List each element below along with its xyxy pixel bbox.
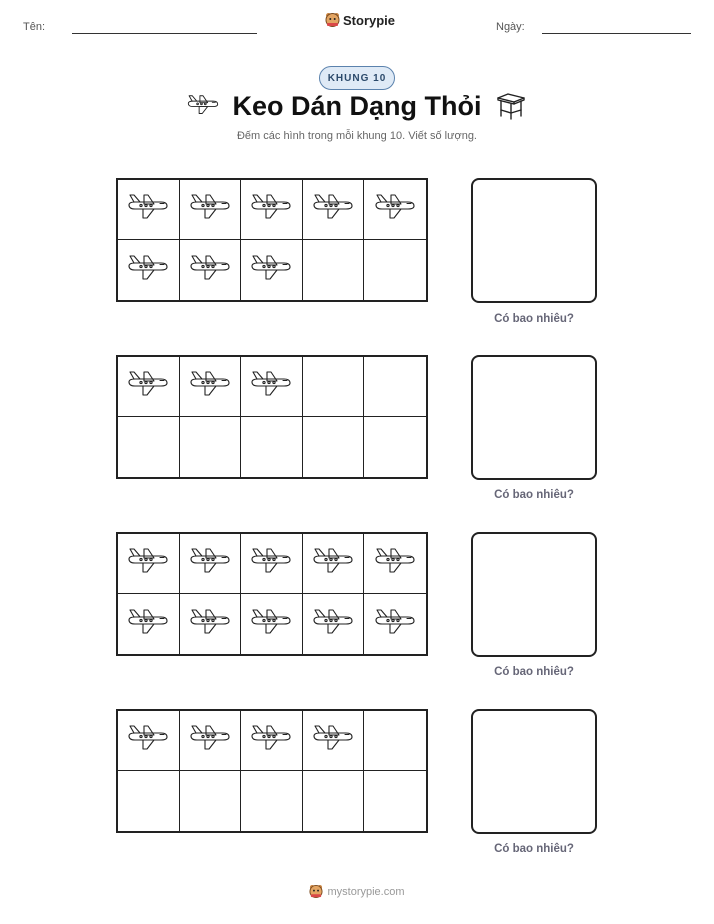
question-label-2: Có bao nhiêu?: [494, 489, 574, 501]
airplane-icon: [126, 369, 170, 404]
storypie-logo-icon: [325, 12, 340, 28]
frame-cell: [364, 771, 426, 831]
brand: [325, 12, 395, 28]
airplane-icon: [249, 723, 293, 758]
frame-cell: [241, 594, 303, 654]
frame-cell: [303, 534, 365, 594]
frame-cell: [118, 534, 180, 594]
footer: [0, 884, 714, 899]
frame-cell: [303, 417, 365, 477]
airplane-icon: [311, 607, 355, 642]
frame-cell: [180, 534, 242, 594]
frame-cell: [118, 771, 180, 831]
frame-cell: [180, 180, 242, 240]
date-line[interactable]: [542, 33, 691, 34]
ten-frame-2: [116, 355, 428, 479]
frame-cell: [364, 534, 426, 594]
frame-cell: [180, 711, 242, 771]
airplane-icon: [249, 369, 293, 404]
airplane-icon: [188, 546, 232, 581]
airplane-icon: [373, 607, 417, 642]
frame-cell: [303, 594, 365, 654]
frame-cell: [180, 357, 242, 417]
answer-box-1[interactable]: [471, 178, 597, 303]
airplane-icon: [373, 192, 417, 227]
airplane-icon: [249, 253, 293, 288]
airplane-icon: [126, 546, 170, 581]
frame-cell: [364, 357, 426, 417]
ten-frame-1: [116, 178, 428, 302]
date-label: Ngày:: [496, 21, 525, 33]
frame-cell: [180, 771, 242, 831]
frame-cell: [118, 594, 180, 654]
frame-badge: KHUNG 10: [319, 66, 395, 90]
storypie-logo-icon: [309, 884, 323, 899]
frame-cell: [303, 771, 365, 831]
frame-cell: [241, 711, 303, 771]
instructions: Đếm các hình trong mỗi khung 10. Viết số lượng.: [236, 130, 477, 142]
frame-cell: [303, 180, 365, 240]
airplane-icon: [311, 546, 355, 581]
airplane-icon: [126, 723, 170, 758]
frame-cell: [180, 417, 242, 477]
question-label-4: Có bao nhiêu?: [494, 843, 574, 855]
frame-cell: [180, 594, 242, 654]
frame-cell: [364, 240, 426, 300]
frame-cell: [180, 240, 242, 300]
frame-cell: [118, 240, 180, 300]
frame-cell: [118, 180, 180, 240]
frame-cell: [241, 771, 303, 831]
airplane-icon: [188, 607, 232, 642]
frame-cell: [241, 417, 303, 477]
airplane-icon: [311, 723, 355, 758]
frame-cell: [303, 357, 365, 417]
question-label-3: Có bao nhiêu?: [494, 666, 574, 678]
frame-cell: [303, 711, 365, 771]
stool-icon: [494, 92, 528, 125]
ten-frame-4: [116, 709, 428, 833]
footer-url[interactable]: mystorypie.com: [327, 885, 405, 898]
frame-cell: [364, 711, 426, 771]
airplane-icon: [126, 253, 170, 288]
frame-cell: [241, 357, 303, 417]
frame-cell: [118, 711, 180, 771]
airplane-icon: [188, 369, 232, 404]
page-title: Keo Dán Dạng Thỏi: [232, 91, 482, 121]
airplane-icon: [249, 607, 293, 642]
airplane-icon: [249, 192, 293, 227]
name-line[interactable]: [72, 33, 257, 34]
airplane-icon: [188, 192, 232, 227]
frame-cell: [118, 357, 180, 417]
airplane-icon: [188, 253, 232, 288]
answer-box-2[interactable]: [471, 355, 597, 480]
frame-cell: [364, 180, 426, 240]
frame-cell: [364, 417, 426, 477]
frame-cell: [241, 534, 303, 594]
brand-name: Storypie: [343, 12, 396, 28]
name-label: Tên:: [23, 21, 46, 33]
answer-box-3[interactable]: [471, 532, 597, 657]
airplane-icon: [249, 546, 293, 581]
frame-cell: [118, 417, 180, 477]
question-label-1: Có bao nhiêu?: [494, 313, 574, 325]
airplane-icon: [188, 723, 232, 758]
airplane-icon: [373, 546, 417, 581]
answer-box-4[interactable]: [471, 709, 597, 834]
airplane-icon: [126, 192, 170, 227]
airplane-icon: [311, 192, 355, 227]
frame-cell: [241, 180, 303, 240]
ten-frame-3: [116, 532, 428, 656]
airplane-icon: [126, 607, 170, 642]
frame-cell: [241, 240, 303, 300]
frame-cell: [364, 594, 426, 654]
frame-cell: [303, 240, 365, 300]
